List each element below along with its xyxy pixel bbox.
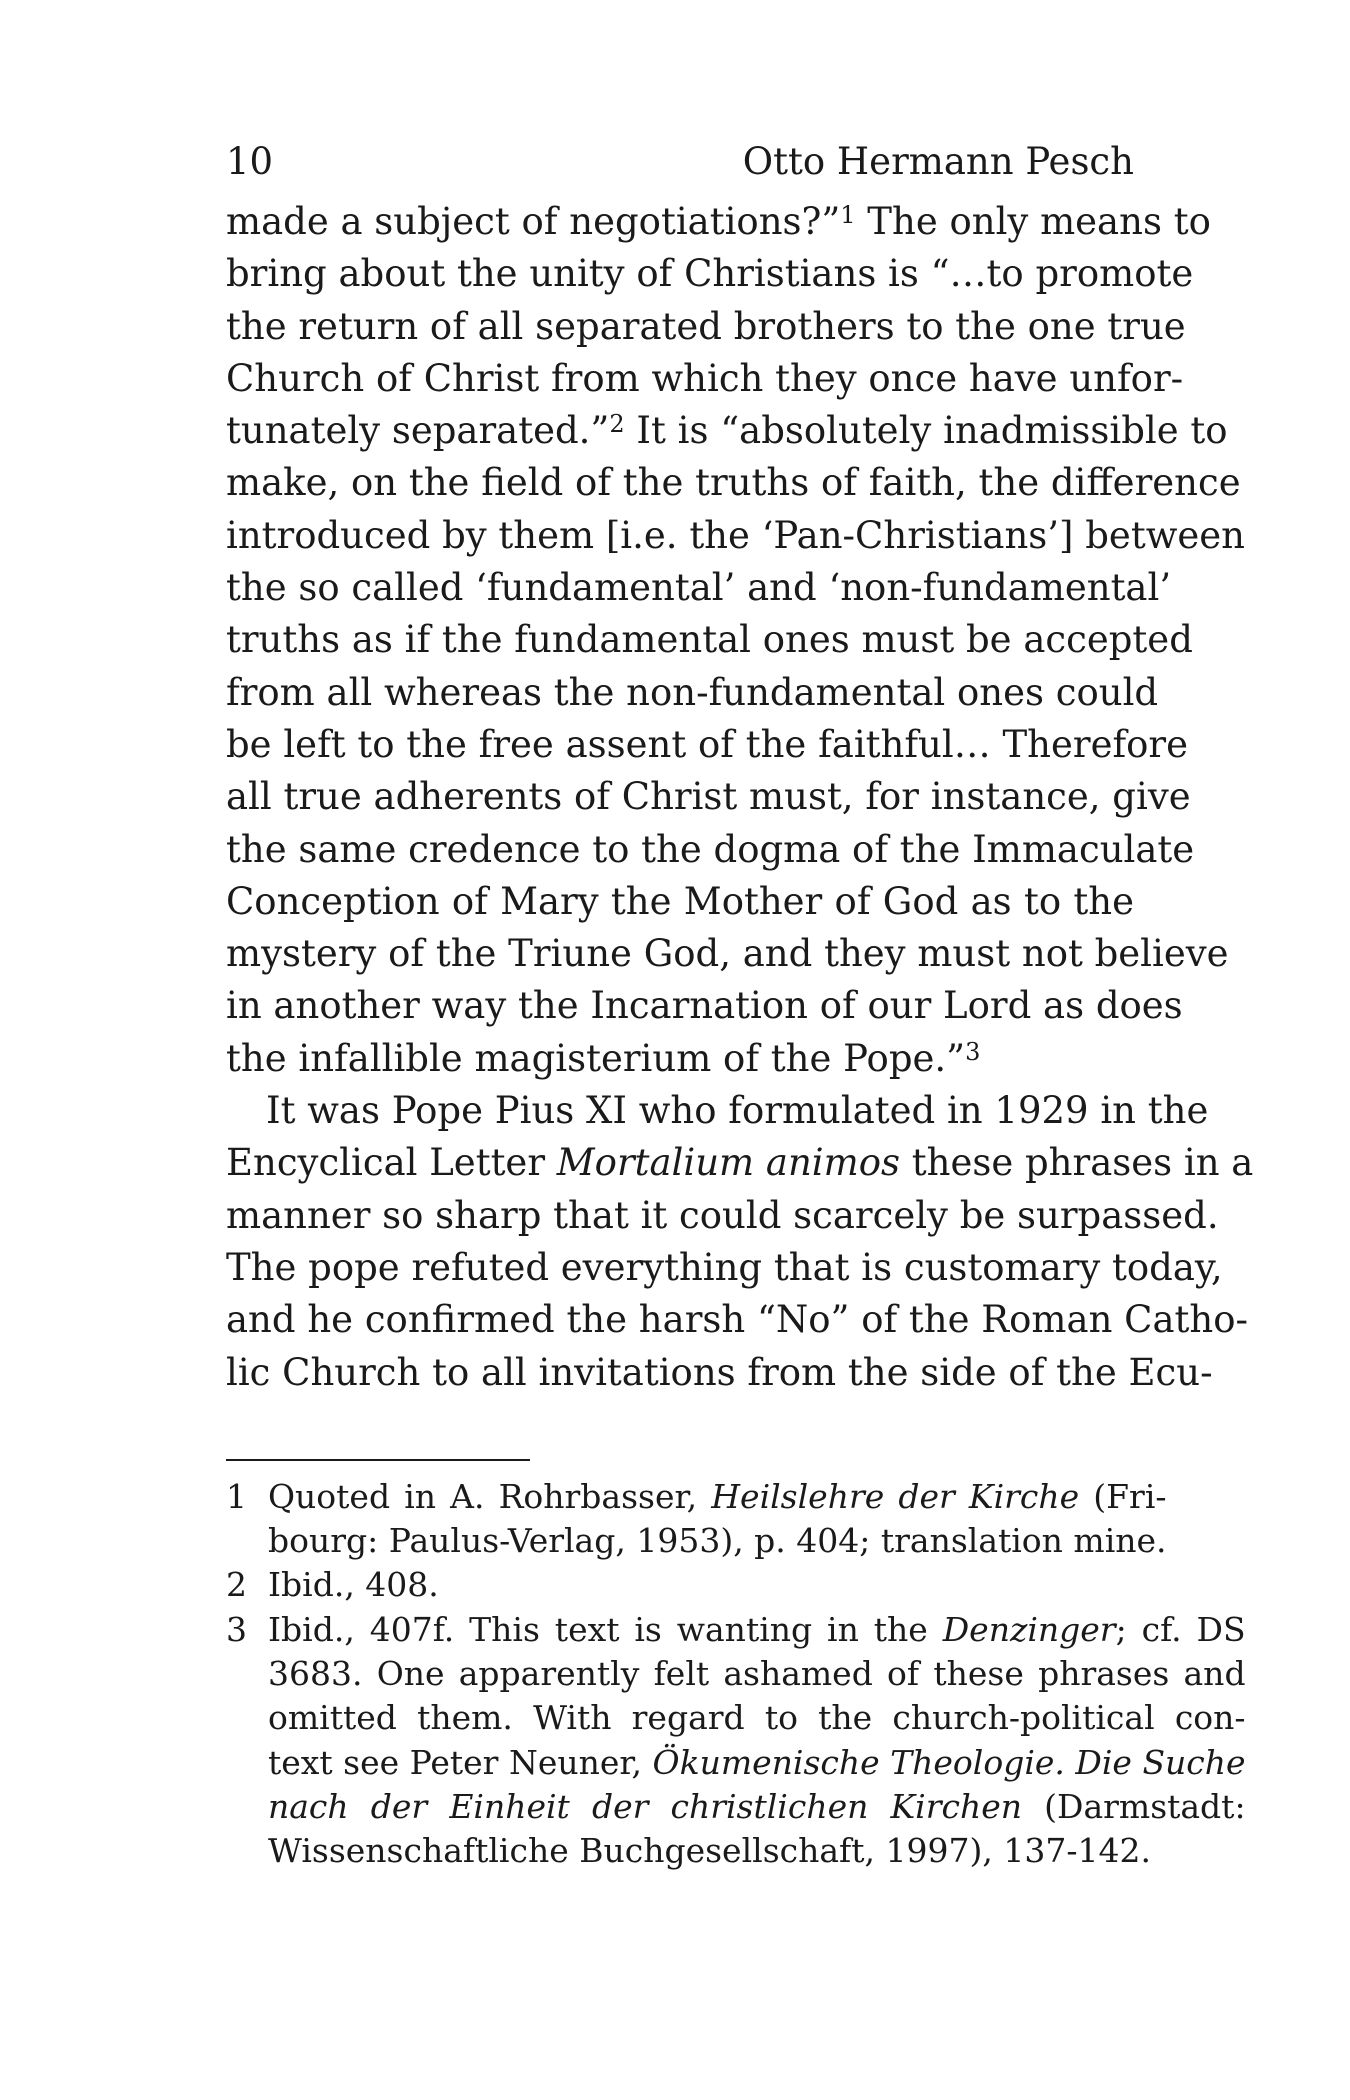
footnotes [226, 1475, 1246, 1874]
footnote-line: Ibid., 408. [268, 1565, 439, 1605]
text-line: make, on the field of the truths of faith, the difference [226, 461, 1241, 505]
footnote-line: 3683. One apparently felt ashamed of these phrases and [268, 1654, 1246, 1694]
work-title: Mortalium animos [556, 1141, 900, 1185]
text-line: in another way the Incarnation of our Lord as does [226, 984, 1183, 1028]
footnote-ref-1: 1 [840, 201, 856, 230]
text-line: be left to the free assent of the faithful… Therefore [226, 722, 1189, 766]
footnote-line: omitted them. With regard to the church-political con- [268, 1698, 1246, 1738]
footnote-number: 2 [226, 1565, 247, 1605]
footnote-line: Wissenschaftliche Buchgesellschaft, 1997), 137-142. [268, 1831, 1151, 1871]
text-line: the so called ‘fundamental’ and ‘non-fundamental’ [226, 566, 1172, 610]
footnote-divider [226, 1459, 530, 1461]
text-line: Encyclical Letter Mortalium animos these phrases in a [226, 1141, 1254, 1185]
footnote-ref-3: 3 [965, 1037, 981, 1066]
footnote-line: text see Peter Neuner, Ökumenische Theologie. Die Suche [268, 1742, 1246, 1782]
footnote-line: Ibid., 407f. This text is wanting in the Denzinger; cf. DS [268, 1609, 1246, 1649]
footnote-number: 3 [226, 1609, 247, 1649]
text-line: the same credence to the dogma of the Immaculate [226, 827, 1195, 871]
work-title: nach der Einheit der christlichen Kirchen [268, 1786, 1022, 1826]
text-line: mystery of the Triune God, and they must not believe [226, 932, 1229, 976]
footnote-line: nach der Einheit der christlichen Kirchen (Darmstadt: [268, 1786, 1246, 1826]
footnote-number: 1 [226, 1476, 247, 1516]
footnote-line: bourg: Paulus-Verlag, 1953), p. 404; translation mine. [268, 1521, 1167, 1561]
footnote-3 [226, 1608, 1246, 1874]
text-line: It was Pope Pius XI who formulated in 1929 in the [266, 1089, 1209, 1133]
text-line: all true adherents of Christ must, for instance, give [226, 775, 1191, 819]
work-title: Ökumenische Theologie. Die Suche [652, 1742, 1246, 1782]
text-line: the infallible magisterium of the Pope.”$^3$ [226, 1036, 981, 1080]
text-line: made a subject of negotiations?”$^1$ The only means to [226, 200, 1211, 243]
text-line: the return of all separated brothers to the one true [226, 304, 1186, 348]
text-line: tunately separated.”$^2$ It is “absolutely inadmissible to [226, 409, 1228, 453]
running-head [226, 140, 1134, 192]
text-line: The pope refuted everything that is customary today, [226, 1245, 1223, 1289]
page-number: 10 [226, 140, 274, 183]
text-line: introduced by them [i.e. the ‘Pan-Christians’] between [226, 513, 1245, 557]
main-text [226, 196, 1254, 1399]
text-line: truths as if the fundamental ones must be accepted [226, 618, 1193, 662]
work-title: Denzinger [942, 1609, 1116, 1649]
text-line: Church of Christ from which they once have unfor- [226, 356, 1184, 400]
text-line: bring about the unity of Christians is “…to promote [226, 252, 1194, 296]
text-line: manner so sharp that it could scarcely be surpassed. [226, 1193, 1219, 1237]
footnote-2 [226, 1563, 1134, 1607]
text-line: and he confirmed the harsh “No” of the Roman Catho- [226, 1298, 1248, 1342]
book-page [226, 140, 1254, 1874]
running-head-author: Otto Hermann Pesch [742, 140, 1134, 183]
text-line: Conception of Mary the Mother of God as to the [226, 879, 1134, 923]
footnote-line: Quoted in A. Rohrbasser, Heilslehre der Kirche (Fri- [268, 1476, 1167, 1516]
footnote-ref-2: 2 [609, 410, 625, 439]
text-line: from all whereas the non-fundamental ones could [226, 670, 1159, 714]
footnote-1 [226, 1475, 1167, 1564]
work-title: Heilslehre der Kirche [711, 1476, 1080, 1516]
text-line: lic Church to all invitations from the side of the Ecu- [226, 1350, 1213, 1394]
